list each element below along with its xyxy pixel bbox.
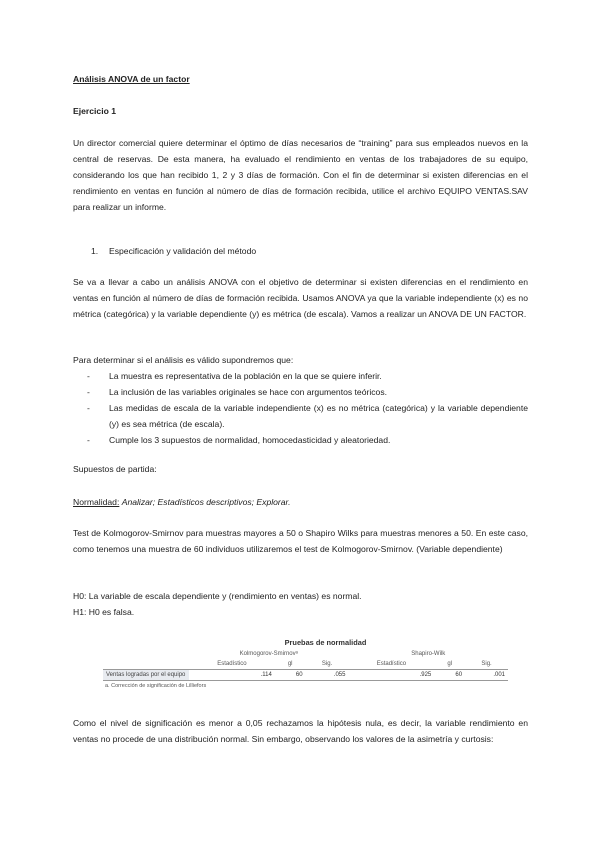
assumptions-intro: Para determinar si el análisis es válido supondremos que: bbox=[73, 355, 294, 365]
list-item: - La muestra es representativa de la población en la que se quiere inferir. bbox=[87, 371, 382, 381]
table-cell: .055 bbox=[333, 672, 346, 678]
section-heading bbox=[73, 243, 564, 259]
table-cell: .114 bbox=[260, 672, 272, 678]
normalidad-label: Normalidad: bbox=[73, 497, 120, 507]
table-cell: 60 bbox=[295, 672, 303, 678]
conclusion-paragraph: Como el nivel de significación es menor a 0,05 rechazamos la hipótesis nula, es decir, la variable rendimiento en ventas no procede de una distribución normal. Sin embargo, observando los valores de la asimetría y curtosis: bbox=[73, 718, 528, 744]
list-item: - Las medidas de escala de la variable independiente (x) es no métrica (categórica) y la variable dependiente (y) es sea métrica (de escala). bbox=[87, 403, 528, 429]
section-number: 1. bbox=[91, 246, 99, 256]
table-cell: 60 bbox=[455, 672, 463, 678]
method-paragraph: Se va a llevar a cabo un análisis ANOVA con el objetivo de determinar si existen diferencias en el rendimiento en ventas en función al número de días de formación recibida. Usamos ANOVA ya que la variable independiente (x) es no métrica (categórica) y la variable dependiente (y) es métrica (de escala). Vamos a realizar un ANOVA DE UN FACTOR. bbox=[73, 277, 528, 319]
normalidad-line bbox=[73, 494, 528, 510]
table-cell: .925 bbox=[419, 672, 432, 678]
table-col-header: Sig. bbox=[306, 659, 349, 670]
test-paragraph: Test de Kolmogorov-Smirnov para muestras mayores a 50 o Shapiro Wilks para muestras menores a 50. En este caso, como tenemos una muestra de 60 individuos utilizaremos el test de Kolmogorov-Smirnov. (Variable dependiente) bbox=[73, 528, 528, 554]
normality-table bbox=[103, 638, 508, 689]
table-group-sw: Shapiro-Wilk bbox=[411, 651, 446, 657]
list-item: - Cumple los 3 supuestos de normalidad, homocedasticidad y aleatoriedad. bbox=[87, 435, 391, 445]
document-heading: Análisis ANOVA de un factor bbox=[73, 74, 190, 84]
table-col-header: Estadístico bbox=[348, 659, 434, 670]
hypothesis-h1: H1: H0 es falsa. bbox=[73, 607, 135, 617]
section-title: Especificación y validación del método bbox=[109, 246, 257, 256]
hypothesis-h0: H0: La variable de escala dependiente y (rendimiento en ventas) es normal. bbox=[73, 591, 362, 601]
table-row-label: Ventas logradas por el equipo bbox=[103, 670, 189, 681]
exercise-title: Ejercicio 1 bbox=[73, 106, 116, 116]
table-col-header: Estadístico bbox=[189, 659, 275, 670]
list-item: - La inclusión de las variables originales se hace con argumentos teóricos. bbox=[87, 387, 388, 397]
table-col-header: gl bbox=[275, 659, 306, 670]
table-cell: .001 bbox=[493, 672, 505, 678]
table-col-header: Sig. bbox=[465, 659, 508, 670]
table-row bbox=[103, 670, 508, 681]
table-group-ks: Kolmogorov-Smirnovᵃ bbox=[239, 651, 298, 657]
supuestos-label: Supuestos de partida: bbox=[73, 464, 157, 474]
table-footnote: a. Corrección de significación de Lilliefors bbox=[105, 683, 207, 689]
table-col-header: gl bbox=[434, 659, 465, 670]
table-title: Pruebas de normalidad bbox=[284, 638, 367, 647]
intro-paragraph: Un director comercial quiere determinar el óptimo de días necesarios de “training” para sus empleados nuevos en la central de reservas. De esta manera, ha evaluado el rendimiento en ventas de los trabajadores de su equipo, considerando los que han recibido 1, 2 y 3 días de formación. Con el fin de determinar si existen diferencias en el rendimiento en ventas en función al número de días de formación recibida, utilice el archivo EQUIPO VENTAS.SAV para realizar un informe. bbox=[73, 138, 528, 212]
assumptions-list bbox=[73, 368, 528, 448]
document-page bbox=[73, 0, 528, 744]
normalidad-menu-path: Analizar; Estadísticos descriptivos; Explorar. bbox=[121, 497, 291, 507]
